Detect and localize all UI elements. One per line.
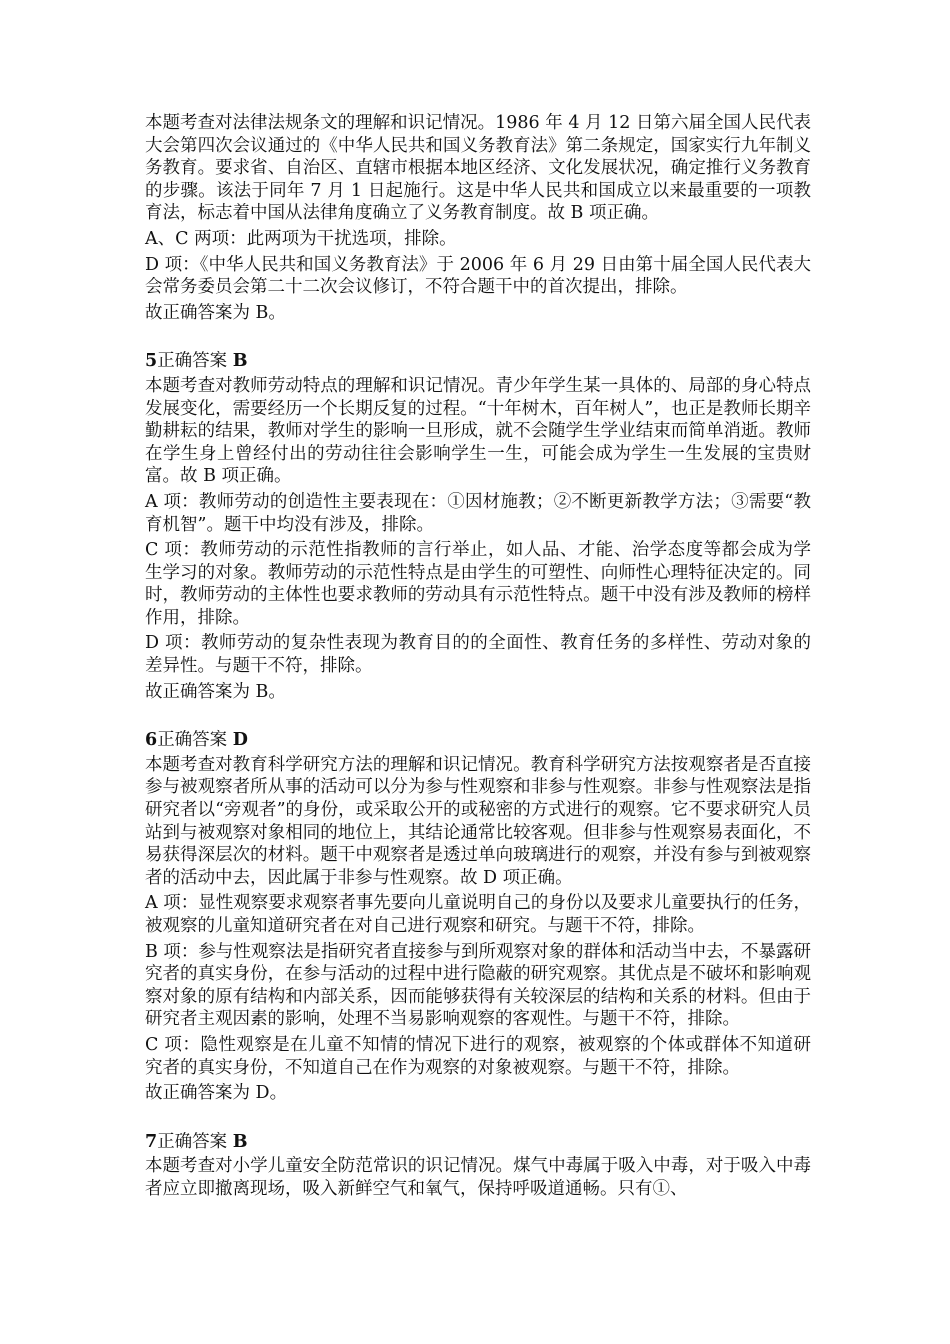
- question-number: 6: [145, 730, 158, 751]
- answer-block-6: [145, 729, 811, 1105]
- paragraph: B 项：参与性观察法是指研究者直接参与到所观察对象的群体和活动当中去，不暴露研究者的真实身份，在参与活动的过程中进行隐蔽的研究观察。其优点是不破坏和影响观察对象的原有结构和内部关系，因而能够获得有关较深层的结构和关系的材料。但由于研究者主观因素的影响，处理不当易影响观察的客观性。与题干不符，排除。: [145, 941, 811, 1030]
- question-number: 5: [145, 351, 158, 372]
- answer-label: 正确答案: [157, 1131, 228, 1152]
- answer-label: 正确答案: [157, 730, 228, 751]
- paragraph: 故正确答案为 B。: [145, 302, 286, 323]
- paragraph: A 项：教师劳动的创造性主要表现在：①因材施教；②不断更新教学方法；③需要“教育机智”。题干中均没有涉及，排除。: [145, 491, 811, 535]
- correct-answer: B: [232, 1131, 248, 1152]
- paragraph: 本题考查对法律法规条文的理解和识记情况。1986 年 4 月 12 日第六届全国人民代表大会第四次会议通过的《中华人民共和国义务教育法》第二条规定，国家实行九年制义务教育。要求省、自治区、直辖市根据本地区经济、文化发展状况，确定推行义务教育的步骤。该法于同年 7 月 1 日起施行。这是中华人民共和国成立以来最重要的一项教育法，标志着中国从法律角度确立了义务教育制度。故 B 项正确。: [145, 113, 811, 224]
- correct-answer: B: [232, 351, 248, 372]
- answer-block-7: [145, 1131, 811, 1201]
- paragraph: D 项：教师劳动的复杂性表现为教育目的的全面性、教育任务的多样性、劳动对象的差异性。与题干不符，排除。: [145, 633, 811, 677]
- paragraph: D 项：《中华人民共和国义务教育法》于 2006 年 6 月 29 日由第十届全国人民代表大会常务委员会第二十二次会议修订，不符合题干中的首次提出，排除。: [145, 254, 811, 298]
- paragraph: A 项：显性观察要求观察者事先要向儿童说明自己的身份以及要求儿童要执行的任务，被观察的儿童知道研究者在对自己进行观察和研究。与题干不符，排除。: [145, 893, 811, 936]
- document-page: [145, 112, 811, 1227]
- answer-block-5: [145, 350, 811, 703]
- correct-answer: D: [232, 730, 248, 751]
- answer-label: 正确答案: [157, 351, 228, 372]
- question-header: [145, 1131, 811, 1154]
- paragraph: C 项：隐性观察是在儿童不知情的情况下进行的观察，被观察的个体或群体不知道研究者的真实身份，不知道自己在作为观察的对象被观察。与题干不符，排除。: [145, 1034, 811, 1078]
- paragraph: C 项：教师劳动的示范性指教师的言行举止，如人品、才能、治学态度等都会成为学生学习的对象。教师劳动的示范性特点是由学生的可塑性、向师性心理特征决定的。同时，教师劳动的主体性也要求教师的劳动具有示范性特点。题干中没有涉及教师的榜样作用，排除。: [145, 540, 811, 628]
- question-header: [145, 729, 811, 752]
- paragraph: 故正确答案为 B。: [145, 681, 286, 702]
- paragraph: 本题考查对教师劳动特点的理解和识记情况。青少年学生某一具体的、局部的身心特点发展变化，需要经历一个长期反复的过程。“十年树木，百年树人”，也正是教师长期辛勤耕耘的结果，教师对学生的影响一旦形成，就不会随学生学业结束而简单消逝。教师在学生身上曾经付出的劳动往往会影响学生一生，可能会成为学生一生发展的宝贵财富。故 B 项正确。: [145, 375, 811, 487]
- question-number: 7: [145, 1131, 158, 1152]
- answer-block-4-continued: [145, 112, 811, 324]
- question-header: [145, 350, 811, 373]
- paragraph: 故正确答案为 D。: [145, 1083, 288, 1104]
- paragraph: 本题考查对小学儿童安全防范常识的识记情况。煤气中毒属于吸入中毒，对于吸入中毒者应立即撤离现场，吸入新鲜空气和氧气，保持呼吸道通畅。只有①、: [145, 1156, 811, 1199]
- paragraph: 本题考查对教育科学研究方法的理解和识记情况。教育科学研究方法按观察者是否直接参与被观察者所从事的活动可以分为参与性观察和非参与性观察。非参与性观察法是指研究者以“旁观者”的身份，或采取公开的或秘密的方式进行的观察。它不要求研究人员站到与被观察对象相同的地位上，其结论通常比较客观。但非参与性观察易表面化，不易获得深层次的材料。题干中观察者是透过单向玻璃进行的观察，并没有参与到被观察者的活动中去，因此属于非参与性观察。故 D 项正确。: [145, 754, 811, 888]
- paragraph: A、C 两项：此两项为干扰选项，排除。: [145, 228, 457, 249]
